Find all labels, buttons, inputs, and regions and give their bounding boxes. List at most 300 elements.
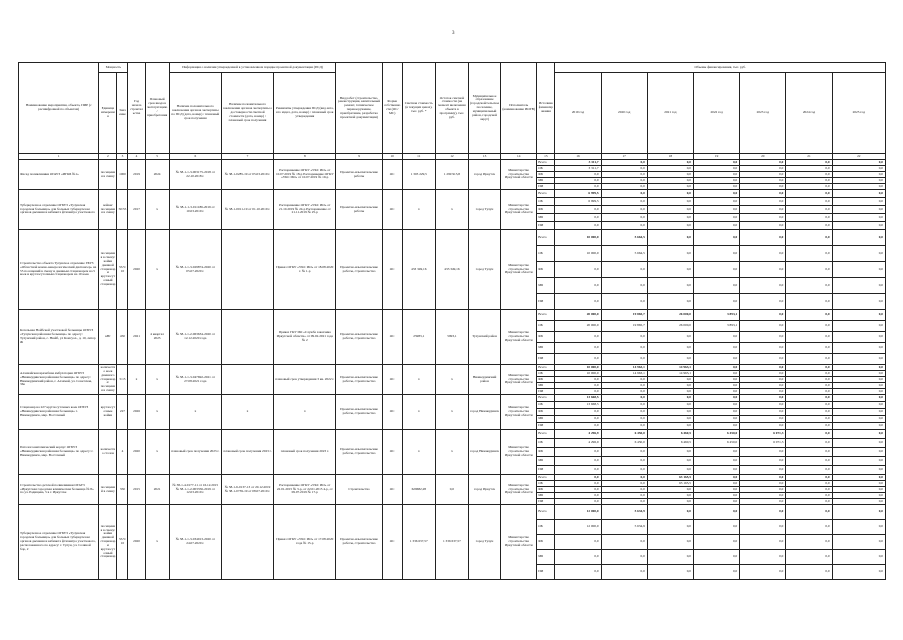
funding-value-cell: 0,0 (693, 475, 739, 481)
expertise-conclusion-cell: № 38-1-1-3-034913-2020 от 24.07.2020 г. (169, 505, 221, 580)
funding-value-cell: 0,0 (786, 430, 832, 439)
remaining-cost-cell: 0,0 (435, 475, 468, 505)
build-year-cell: x (128, 365, 145, 395)
funding-value-cell: 6 999,5 (555, 198, 601, 206)
funding-value-cell: 0,0 (647, 409, 693, 416)
funding-value-cell: 0,0 (601, 166, 647, 172)
funding-value-cell: 0,0 (832, 206, 885, 214)
funding-source-cell: Всего (537, 160, 555, 166)
funding-value-cell: 0,0 (647, 493, 693, 499)
funding-value-cell: 0,0 (555, 475, 601, 481)
funding-value-cell: 0,0 (786, 310, 832, 321)
work-type-cell: Строительство (336, 475, 382, 505)
funding-value-cell: 0,0 (786, 487, 832, 493)
funding-value-cell: 6 071,3 (740, 430, 786, 439)
funding-value-cell: 0,0 (740, 172, 786, 178)
funding-value-cell: 0,0 (786, 416, 832, 423)
unit-cell: посещений в смену (99, 475, 117, 505)
funding-value-cell: 0,0 (555, 383, 601, 389)
funding-value-cell: 0,0 (693, 278, 739, 294)
funding-value-cell: 0,0 (647, 278, 693, 294)
expertise-conclusion-cell: № 38-1-1-3-047692-2021 от 27.08.2021 года (169, 365, 221, 395)
funding-source-cell: ОБ (537, 520, 555, 535)
funding-value-cell: 0,0 (786, 184, 832, 190)
funding-source-cell: ОБ (537, 402, 555, 409)
funding-value-cell: 6 071,3 (740, 439, 786, 448)
funding-source-cell: ИИ (537, 222, 555, 230)
funding-value-cell: 0,0 (555, 278, 601, 294)
estimate-conclusion-cell: плановый срок получения 2023 г. (221, 430, 273, 475)
funding-value-cell: 0,0 (740, 457, 786, 466)
funding-value-cell: 0,0 (647, 499, 693, 505)
funding-source-cell: ИИ (537, 499, 555, 505)
object-name: Строительство детской поликлиники ОГАУЗ «Иркутская городская клиническая больница № 8» по ул. Радищева, 5 в г. Иркутске (19, 475, 99, 505)
funding-value-cell: 0,0 (647, 214, 693, 222)
funding-value-cell: 0,0 (832, 457, 885, 466)
value-cell: 4 (117, 430, 128, 475)
build-year-cell: 2017 (128, 190, 145, 230)
funding-source-cell: МБ (537, 493, 555, 499)
funding-value-cell: 0,0 (740, 448, 786, 457)
executor-cell: Министерство строительства Иркутской области (501, 230, 537, 310)
executor-cell: Министерство строительства Иркутской области (501, 160, 537, 190)
estimated-cost-cell: 25983,1 (402, 310, 435, 365)
build-year-cell: 2015 (128, 475, 145, 505)
funding-value-cell: 26 000,0 (647, 321, 693, 332)
funding-source-cell: ФБ (537, 409, 555, 416)
funding-value-cell: 0,0 (555, 416, 601, 423)
funding-value-cell: 12 000,0 (555, 520, 601, 535)
funding-value-cell: 0,0 (601, 172, 647, 178)
funding-value-cell: 0,0 (693, 402, 739, 409)
municipality-cell: Тулунский район (469, 310, 501, 365)
executor-cell: Министерство строительства Иркутской области (501, 310, 537, 365)
funding-value-cell: 0,0 (786, 160, 832, 166)
funding-value-cell: 0,0 (647, 505, 693, 520)
header-municipality: Муниципальное образование (городской/сельское поселение, муниципальный район, городской округ) (469, 63, 501, 154)
header-year-2023: 2023 год (740, 73, 786, 154)
header-ownership: Форма собственности (ОС/МС) (382, 63, 402, 154)
funding-value-cell: 0,0 (693, 172, 739, 178)
plan-year-cell: x (145, 430, 169, 475)
funding-value-cell: 0,0 (693, 365, 739, 371)
psd-requisites-cell: Распоряжение ОГКУ «УКС ИО» от 22.01.2015 № 3-р, от 22.01.2015 4-р, от 09.07.2019 № 17-р (274, 475, 336, 505)
remaining-cost-cell: x (435, 395, 468, 430)
funding-value-cell: 0,0 (555, 262, 601, 278)
funding-value-cell: 0,0 (601, 332, 647, 343)
funding-value-cell: 0,0 (740, 550, 786, 565)
expertise-conclusion-cell: плановый срок получения 2023 г. (169, 430, 221, 475)
funding-value-cell: 0,0 (832, 395, 885, 402)
executor-cell: Министерство строительства Иркутской области (501, 475, 537, 505)
funding-value-cell: 0,0 (786, 246, 832, 262)
funding-value-cell: 0,0 (786, 493, 832, 499)
expertise-conclusion-cell: № 38-1-1-3-029874-2020 от 05.07.2020 г. (169, 230, 221, 310)
expertise-conclusion-cell: № 38-1-1-3-003175-2018 от 22.10.2018 г. (169, 160, 221, 190)
funding-value-cell: 0,0 (832, 214, 885, 222)
funding-value-cell: 0,0 (647, 332, 693, 343)
funding-value-cell: 0,0 (786, 565, 832, 580)
ownership-cell: ОС (382, 190, 402, 230)
funding-source-cell: ФБ (537, 206, 555, 214)
funding-value-cell: 0,0 (740, 206, 786, 214)
funding-value-cell: 0,0 (832, 389, 885, 395)
funding-value-cell: 0,0 (693, 206, 739, 214)
funding-value-cell: 12 000,0 (555, 505, 601, 520)
build-year-cell: 2026 (128, 395, 145, 430)
page-number: 3 (452, 31, 455, 36)
funding-source-cell: МБ (537, 178, 555, 184)
funding-value-cell: 0,0 (555, 354, 601, 365)
funding-value-cell: 0,0 (601, 466, 647, 475)
funding-source-cell: ОБ (537, 246, 555, 262)
value-cell: 5/15 (117, 365, 128, 395)
value-cell: 55/5/10 (117, 230, 128, 310)
funding-value-cell: 0,0 (786, 389, 832, 395)
funding-value-cell: 0,0 (832, 550, 885, 565)
funding-value-cell: 0,0 (786, 198, 832, 206)
funding-value-cell: 0,0 (832, 354, 885, 365)
funding-value-cell: 0,0 (601, 550, 647, 565)
funding-value-cell: 0,0 (601, 198, 647, 206)
funding-value-cell: 0,0 (693, 166, 739, 172)
table-body (19, 160, 886, 580)
funding-value-cell: 0,0 (832, 416, 885, 423)
funding-value-cell: 0,0 (693, 214, 739, 222)
header-funding-source: Источник финансирования (537, 63, 555, 154)
funding-value-cell: 0,0 (601, 190, 647, 198)
funding-value-cell: 10 000,0 (555, 365, 601, 371)
funding-value-cell: 0,0 (601, 409, 647, 416)
funding-value-cell: 0,0 (647, 565, 693, 580)
ownership-cell: ОС (382, 365, 402, 395)
funding-value-cell: 0,0 (740, 190, 786, 198)
funding-value-cell: 0,0 (693, 389, 739, 395)
ownership-cell: ОС (382, 310, 402, 365)
funding-value-cell: 0,0 (786, 206, 832, 214)
funding-value-cell: 0,0 (693, 230, 739, 246)
unit-cell: койки/посещения в смену (99, 190, 117, 230)
funding-value-cell: 5 634,9 (601, 505, 647, 520)
funding-value-cell: 0,0 (832, 493, 885, 499)
funding-value-cell: 0,0 (786, 550, 832, 565)
funding-source-cell: ФБ (537, 332, 555, 343)
funding-value-cell: 0,0 (693, 499, 739, 505)
funding-value-cell: 0,0 (740, 246, 786, 262)
funding-value-cell: 0,0 (786, 448, 832, 457)
funding-value-cell: 0,0 (832, 371, 885, 377)
funding-source-cell: ФБ (537, 377, 555, 383)
funding-value-cell: 0,0 (647, 190, 693, 198)
funding-value-cell: 0,0 (832, 230, 885, 246)
header-year-2024: 2024 год (786, 73, 832, 154)
object-name: Строительство объекта Тулунское отделение ГБУЗ «Областной кожно-венерологический диспансер» на 55 посещений в смену и дневным стационаром на 5 коек и круглосуточным стационаром на 10 коек (19, 230, 99, 310)
funding-value-cell: 0,0 (647, 535, 693, 550)
funding-value-cell: 0,0 (740, 402, 786, 409)
funding-value-cell: 0,0 (832, 343, 885, 354)
funding-value-cell: 0,0 (832, 448, 885, 457)
funding-value-cell: 26 000,0 (647, 310, 693, 321)
funding-value-cell: 14 963,1 (601, 371, 647, 377)
funding-value-cell: 0,0 (601, 565, 647, 580)
funding-value-cell: 0,0 (647, 160, 693, 166)
table-row (19, 395, 886, 402)
work-type-cell: Проектно-изыскательские работы, строительство (336, 365, 382, 395)
funding-value-cell: 0,0 (647, 487, 693, 493)
funding-value-cell: 0,0 (601, 487, 647, 493)
remaining-cost-cell: 1 336 637,57 (435, 505, 468, 580)
plan-year-cell: 2024 (145, 160, 169, 190)
funding-value-cell: 0,0 (647, 402, 693, 409)
funding-value-cell: 0,0 (740, 371, 786, 377)
estimated-cost-cell: 1 303 229,5 (402, 160, 435, 190)
work-type-cell: Проектно-изыскательские работы, строительство (336, 310, 382, 365)
funding-value-cell: 0,0 (786, 395, 832, 402)
funding-value-cell: 0,0 (740, 198, 786, 206)
funding-value-cell: 3 893,1 (693, 310, 739, 321)
funding-source-cell: ФБ (537, 535, 555, 550)
plan-year-cell: 4 квартал 2023 (145, 310, 169, 365)
funding-value-cell: 20 000,0 (555, 321, 601, 332)
funding-value-cell: 0,0 (786, 371, 832, 377)
funding-value-cell: 0,0 (601, 481, 647, 487)
funding-value-cell: 0,0 (740, 395, 786, 402)
object-name: Туберкулезное отделение ОГБУЗ «Тулунская городская больница» для больных туберкулезом органов дыхания и кабинета фтизиатра участкового (19, 190, 99, 230)
funding-value-cell: 0,0 (555, 222, 601, 230)
column-number: 6 (169, 154, 221, 160)
table-header (19, 63, 886, 160)
ownership-cell: ОС (382, 430, 402, 475)
ownership-cell: ОС (382, 160, 402, 190)
header-year-2020: 2020 год (601, 73, 647, 154)
funding-value-cell: 0,0 (555, 178, 601, 184)
funding-value-cell: 0,0 (832, 246, 885, 262)
funding-value-cell: 0,0 (693, 395, 739, 402)
funding-value-cell: 0,0 (601, 184, 647, 190)
funding-value-cell: 0,0 (832, 184, 885, 190)
funding-value-cell: 0,0 (647, 178, 693, 184)
funding-value-cell: 0,0 (647, 354, 693, 365)
funding-value-cell: 6 460,5 (647, 430, 693, 439)
funding-value-cell: 0,0 (832, 222, 885, 230)
funding-value-cell: 0,0 (693, 377, 739, 383)
estimate-conclusion-cell: № 38-1-0285-19 от 05.03.2019 г. (221, 160, 273, 190)
funding-value-cell: 0,0 (601, 160, 647, 166)
funding-value-cell: 0,0 (832, 499, 885, 505)
executor-cell: Министерство строительства Иркутской области (501, 430, 537, 475)
funding-value-cell: 0,0 (601, 493, 647, 499)
funding-value-cell: 0,0 (693, 343, 739, 354)
funding-source-cell: ИИ (537, 184, 555, 190)
funding-value-cell: 0,0 (832, 262, 885, 278)
funding-value-cell: 0,0 (832, 278, 885, 294)
table-row (19, 190, 886, 198)
funding-value-cell: 0,0 (647, 383, 693, 389)
funding-source-cell: Всего (537, 230, 555, 246)
remaining-cost-cell: x (435, 365, 468, 395)
funding-value-cell: 0,0 (740, 294, 786, 310)
remaining-cost-cell: 5993,1 (435, 310, 468, 365)
funding-value-cell: 0,0 (786, 262, 832, 278)
funding-value-cell: 0,0 (832, 377, 885, 383)
funding-value-cell: 0,0 (647, 198, 693, 206)
funding-value-cell: 0,0 (647, 466, 693, 475)
object-name: Фасад поликлиники ОГАУЗ «ИГКБ №1» (19, 160, 99, 190)
funding-value-cell: 0,0 (786, 402, 832, 409)
expertise-conclusion-cell: x (169, 395, 221, 430)
funding-value-cell: 0,0 (832, 409, 885, 416)
plan-year-cell: x (145, 365, 169, 395)
unit-cell: количество столов (99, 430, 117, 475)
municipality-cell: город Тулун (469, 190, 501, 230)
funding-value-cell: 0,0 (786, 222, 832, 230)
funding-value-cell: 0,0 (740, 343, 786, 354)
funding-value-cell: 0,0 (832, 294, 885, 310)
funding-source-cell: ОБ (537, 321, 555, 332)
header-capacity: Мощность (99, 63, 128, 73)
object-name: Туберкулезное отделение ОГБУЗ «Тулунская городская больница» для больных туберкулезом органов дыхания и кабинета фтизиатра участкового, расположенного по адресу: г. Тулун, ул. Соляной бор, 2 (19, 505, 99, 580)
funding-value-cell: 13 668,5 (555, 395, 601, 402)
psd-requisites-cell: плановый срок утверждения 3 кв. 2022 г. (274, 365, 336, 395)
funding-value-cell: 0,0 (601, 262, 647, 278)
municipality-cell: город Тулун (469, 230, 501, 310)
funding-value-cell: 0,0 (555, 377, 601, 383)
funding-source-cell: Всего (537, 430, 555, 439)
column-number: 14 (501, 154, 537, 160)
expertise-conclusion-cell: № 38-1-4-0177-11 от 16.12.2015 № 38-1-1-2-003356-2019 от 12.03.2019 г. (169, 475, 221, 505)
funding-source-cell: МБ (537, 550, 555, 565)
municipality-cell: город Нижнеудинск (469, 430, 501, 475)
funding-value-cell: 5 634,9 (601, 520, 647, 535)
funding-value-cell: 0,0 (693, 178, 739, 184)
funding-value-cell: 0,0 (647, 550, 693, 565)
funding-value-cell: 0,0 (693, 535, 739, 550)
funding-value-cell: 63 165,5 (647, 475, 693, 481)
psd-requisites-cell: Распоряжение ОГКУ «УКС ИО» от 21.10.2019 № 24-р Распоряжение от 21.11.2019 № 25-р (274, 190, 336, 230)
funding-value-cell: 0,0 (786, 535, 832, 550)
funding-value-cell: 0,0 (832, 198, 885, 206)
funding-value-cell: 0,0 (693, 520, 739, 535)
funding-value-cell: 0,0 (647, 416, 693, 423)
executor-cell: Министерство строительства Иркутской области (501, 190, 537, 230)
table-row (19, 310, 886, 321)
plan-year-cell: 2021 (145, 475, 169, 505)
funding-value-cell: 0,0 (693, 222, 739, 230)
funding-value-cell: 0,0 (647, 262, 693, 278)
column-number: 3 (117, 154, 128, 160)
funding-value-cell: 0,0 (601, 222, 647, 230)
column-number: 10 (382, 154, 402, 160)
municipality-cell: Нижнеудинский район (469, 365, 501, 395)
funding-value-cell: 0,0 (786, 377, 832, 383)
plan-year-cell: x (145, 505, 169, 580)
funding-value-cell: 0,0 (740, 481, 786, 487)
remaining-cost-cell: 1 299 913,8 (435, 160, 468, 190)
work-type-cell: Проектно-изыскательские работы, строительство (336, 430, 382, 475)
funding-value-cell: 0,0 (647, 222, 693, 230)
column-number: 8 (274, 154, 336, 160)
object-name: Стационар на 227 круглосуточных коек ОГБУЗ «Нижнеудинская районная больница» г. Нижнеудинск, мкр. Восточный (19, 395, 99, 430)
funding-value-cell: 0,0 (647, 294, 693, 310)
funding-value-cell: 0,0 (832, 520, 885, 535)
funding-source-cell: Всего (537, 505, 555, 520)
funding-value-cell: 0,0 (601, 423, 647, 430)
funding-value-cell: 0,0 (832, 466, 885, 475)
column-number: 4 (128, 154, 145, 160)
funding-source-cell: Всего (537, 190, 555, 198)
funding-value-cell: 14 963,1 (647, 365, 693, 371)
funding-value-cell: 0,0 (555, 550, 601, 565)
funding-value-cell: 0,0 (786, 409, 832, 416)
funding-value-cell: 0,0 (555, 487, 601, 493)
funding-value-cell: 0,0 (555, 457, 601, 466)
funding-value-cell: 0,0 (740, 160, 786, 166)
funding-value-cell: 0,0 (693, 493, 739, 499)
column-number: 22 (832, 154, 885, 160)
funding-value-cell: 0,0 (555, 294, 601, 310)
header-build-year: Год начала строительства (128, 63, 145, 154)
ownership-cell: ОС (382, 230, 402, 310)
funding-value-cell: 0,0 (786, 166, 832, 172)
estimated-cost-cell: 1 336 637,57 (402, 505, 435, 580)
funding-value-cell: 0,0 (693, 371, 739, 377)
funding-value-cell: 0,0 (740, 535, 786, 550)
funding-value-cell: 0,0 (832, 160, 885, 166)
column-number: 2 (99, 154, 117, 160)
header-funding-volume: Объемы финансирования, тыс. руб. (555, 63, 886, 73)
funding-value-cell: 0,0 (832, 439, 885, 448)
header-executor: Исполнитель (наименование ИОГВ) (501, 63, 537, 154)
plan-year-cell: x (145, 230, 169, 310)
executor-cell: Министерство строительства Иркутской области (501, 365, 537, 395)
estimate-conclusion-cell (221, 505, 273, 580)
funding-value-cell: 0,0 (693, 448, 739, 457)
funding-value-cell: 0,0 (555, 214, 601, 222)
funding-value-cell: 0,0 (693, 481, 739, 487)
funding-value-cell: 13 668,5 (555, 402, 601, 409)
funding-value-cell: 0,0 (832, 310, 885, 321)
funding-value-cell: 0,0 (832, 505, 885, 520)
funding-value-cell: 0,0 (555, 409, 601, 416)
value-cell: 50/55 (117, 190, 128, 230)
funding-value-cell: 6 450,0 (601, 439, 647, 448)
funding-value-cell: 0,0 (786, 383, 832, 389)
funding-value-cell: 5 664,5 (601, 230, 647, 246)
column-number: 19 (693, 154, 739, 160)
funding-value-cell: 0,0 (832, 321, 885, 332)
funding-value-cell: 0,0 (601, 214, 647, 222)
funding-value-cell: 0,0 (740, 377, 786, 383)
municipality-cell: город Иркутск (469, 475, 501, 505)
funding-value-cell: 0,0 (693, 246, 739, 262)
column-number: 13 (469, 154, 501, 160)
column-number: 17 (601, 154, 647, 160)
funding-value-cell: 0,0 (555, 481, 601, 487)
funding-value-cell: 0,0 (601, 499, 647, 505)
estimate-conclusion-cell (221, 310, 273, 365)
funding-value-cell: 0,0 (601, 535, 647, 550)
estimated-cost-cell: x (402, 430, 435, 475)
remaining-cost-cell: x (435, 430, 468, 475)
funding-value-cell: 0,0 (832, 481, 885, 487)
header-name: Наименование мероприятия, объекта, ПИР (с расшифровкой по объектам) (19, 63, 99, 154)
funding-value-cell: 0,0 (740, 493, 786, 499)
funding-value-cell: 0,0 (647, 448, 693, 457)
funding-value-cell: 0,0 (740, 565, 786, 580)
funding-value-cell: 0,0 (740, 184, 786, 190)
funding-value-cell: 0,0 (786, 505, 832, 520)
funding-value-cell: 0,0 (555, 184, 601, 190)
